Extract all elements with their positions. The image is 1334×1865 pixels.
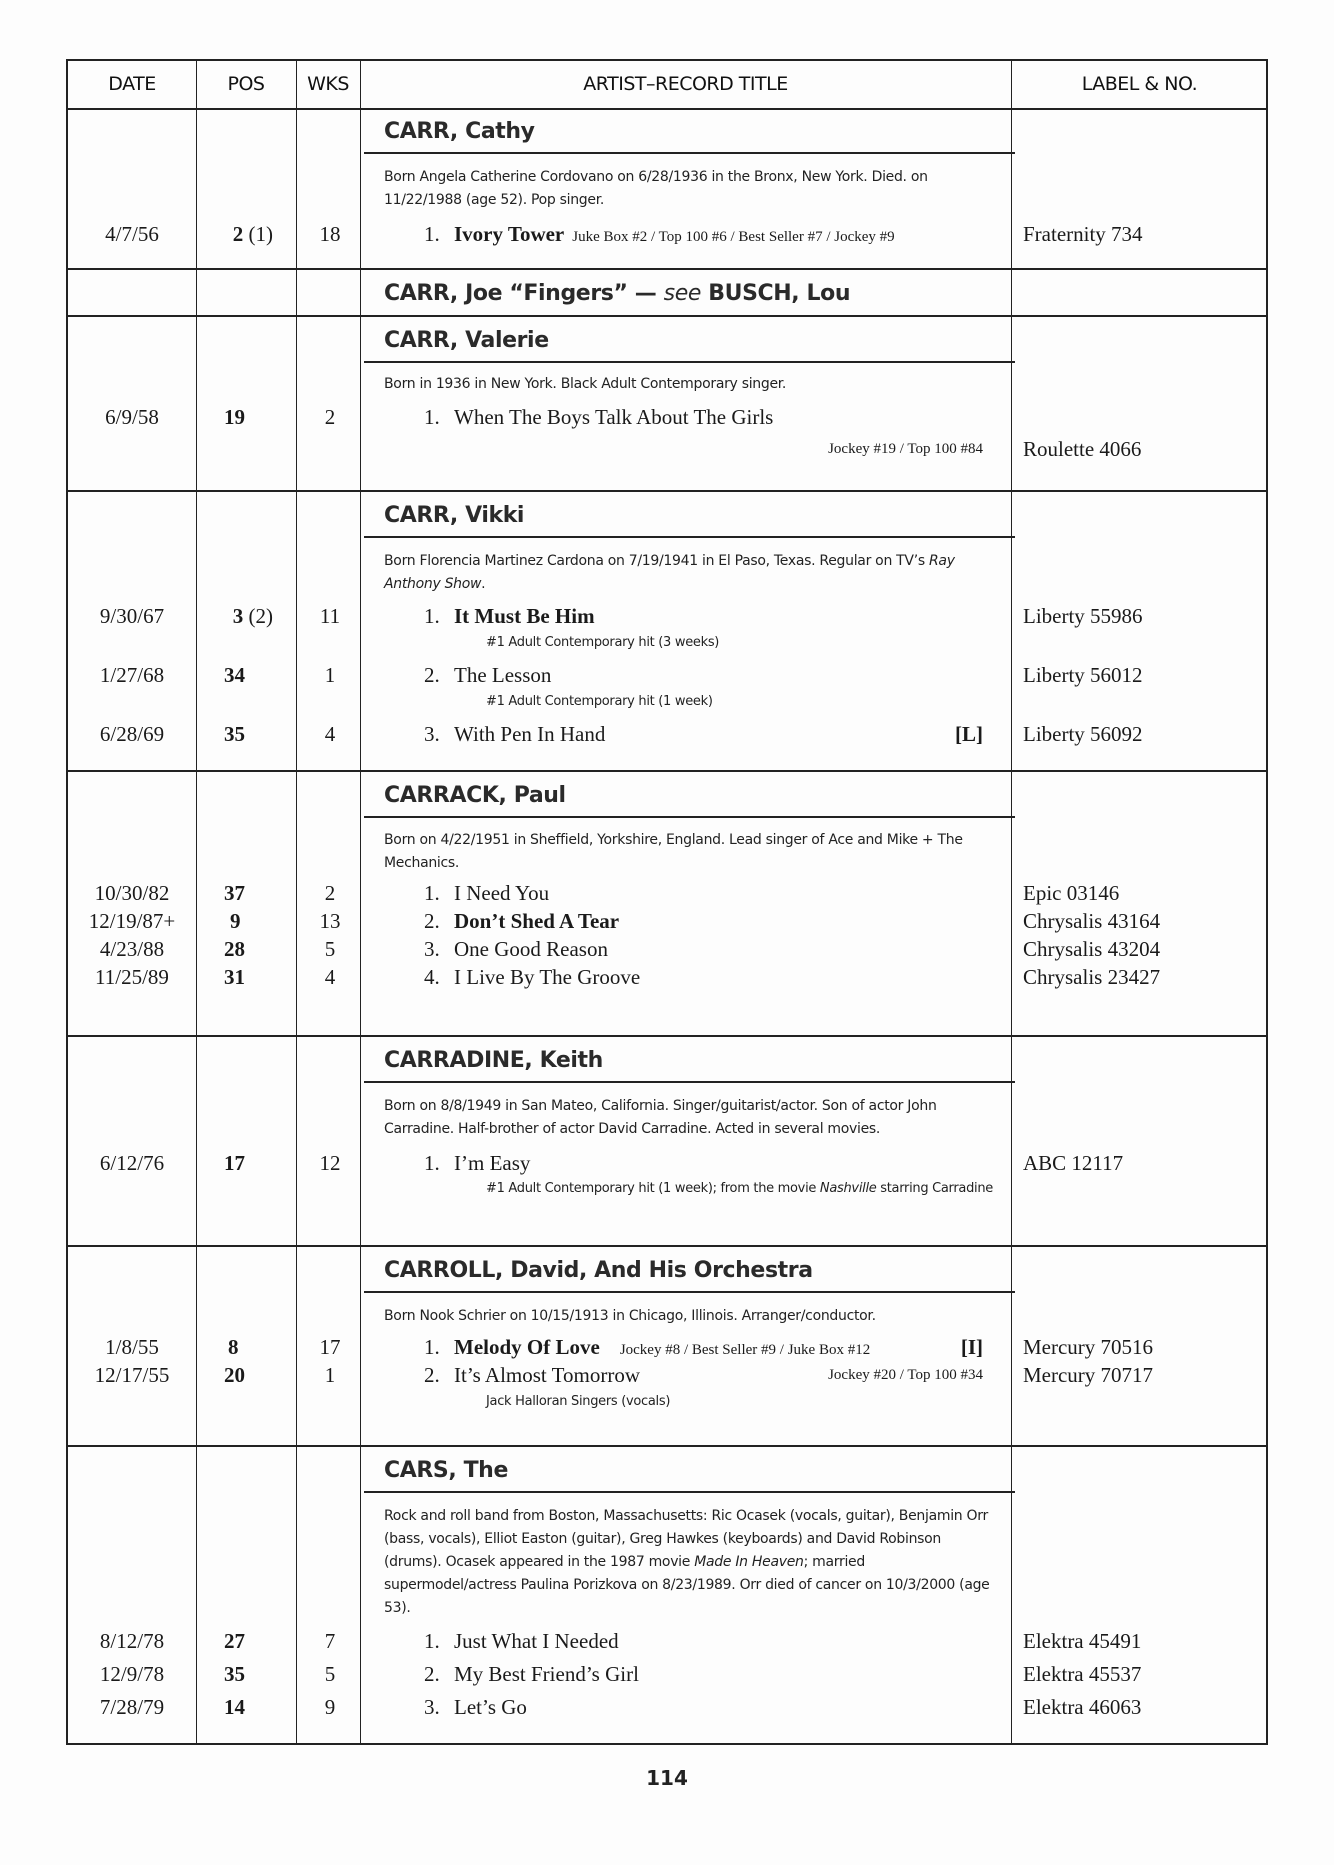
artist-section [68,108,1266,270]
see-target: BUSCH, Lou [708,281,851,306]
artist-section [68,772,1266,1037]
table-row [68,963,1266,991]
song-wks: 1 [324,663,336,687]
song-wks: 7 [324,1629,336,1653]
artist-name: CARROLL, David, And His Orchestra [364,1247,1015,1293]
table-row [68,935,1266,963]
song-wks: 11 [319,604,341,628]
song-pos: 19 [224,405,245,429]
table-row [68,879,1266,907]
live-flag: [L] [955,722,983,746]
song-date: 1/27/68 [99,663,165,687]
table-row [68,907,1266,935]
song-date: 10/30/82 [94,881,170,905]
song-pos: 9 [230,909,241,933]
header-wks: WKS [307,73,349,95]
song-title: 3. Let’s Go [424,1695,527,1719]
artist-section [68,1447,1266,1743]
artist-name: CARRADINE, Keith [364,1037,1015,1083]
header-label: LABEL & NO. [1081,73,1198,95]
table-row [68,403,1266,431]
table-row [68,661,1266,689]
artist-bio: Born Florencia Martinez Cardona on 7/19/1941 in El Paso, Texas. Regular on TV’s Ray Anthony Show. [384,553,955,592]
song-pos: 34 [224,663,245,687]
song-date: 6/9/58 [105,405,159,429]
song-label: Liberty 56012 [1023,663,1143,687]
chart-positions: Jockey #20 / Top 100 #34 [828,1367,983,1383]
artist-bio: Born Angela Catherine Cordovano on 6/28/1936 in the Bronx, New York. Died. on 11/22/1988 (age 52). Pop singer. [384,169,928,208]
song-wks: 12 [319,1151,341,1175]
artist-section [68,317,1266,492]
song-title: 3. One Good Reason [424,937,608,961]
artist-section [68,1247,1266,1447]
table-row [68,1693,1266,1721]
song-title: 1. Ivory Tower Juke Box #2 / Top 100 #6 / Best Seller #7 / Jockey #9 [424,222,895,246]
song-title: 2. My Best Friend’s Girl [424,1662,639,1686]
artist-name: CARR, Cathy [364,108,1015,154]
table-row [68,602,1266,630]
song-label: ABC 12117 [1023,1151,1124,1175]
song-pos: 27 [224,1629,245,1653]
song-label: Elektra 45491 [1023,1629,1142,1653]
song-title: 1. It Must Be Him [424,604,595,628]
artist-bio: Born on 8/8/1949 in San Mateo, California. Singer/guitarist/actor. Son of actor John Carradine. Half-brother of actor David Carradine. Acted in several movies. [384,1098,937,1137]
header-date: DATE [108,73,156,95]
chart-positions: Jockey #8 / Best Seller #9 / Juke Box #12 [619,1342,871,1358]
table-row [68,220,1266,248]
song-date: 6/12/76 [99,1151,165,1175]
chart-positions: Juke Box #2 / Top 100 #6 / Best Seller #7 / Jockey #9 [572,229,895,245]
artist-section [68,1037,1266,1247]
song-wks: 5 [324,1662,336,1686]
table-row [68,1333,1266,1361]
song-label: Mercury 70717 [1023,1363,1154,1387]
song-date: 6/28/69 [99,722,165,746]
song-date: 9/30/67 [99,604,165,628]
song-label: Chrysalis 43204 [1023,937,1161,961]
song-pos: 35 [224,722,245,746]
song-wks: 18 [319,222,341,246]
song-pos: 20 [224,1363,245,1387]
song-pos: 14 [224,1695,245,1719]
artist-section [68,270,1266,317]
table-row-continuation [68,435,1266,463]
song-wks: 4 [324,722,336,746]
song-title: 4. I Live By The Groove [424,965,641,989]
song-title: 1. I Need You [424,881,550,905]
song-label: Liberty 55986 [1023,604,1143,628]
song-date: 4/7/56 [105,222,159,246]
song-label: Liberty 56092 [1023,722,1143,746]
song-pos: 2 (1) [232,222,273,246]
song-label: Roulette 4066 [1023,437,1142,461]
song-date: 8/12/78 [99,1629,165,1653]
song-title: 1. Melody Of Love Jockey #8 / Best Seller #9 / Juke Box #12 [I] [424,1335,983,1359]
song-pos: 28 [224,937,245,961]
artist-name: CARR, Valerie [364,317,1015,363]
artist-bio: Born on 4/22/1951 in Sheffield, Yorkshire, England. Lead singer of Ace and Mike + The Mechanics. [384,832,963,871]
artist-name: CARRACK, Paul [364,772,1015,818]
song-label: Chrysalis 43164 [1023,909,1161,933]
chart-table [66,59,1268,1745]
song-label: Epic 03146 [1023,881,1120,905]
song-pos: 3 (2) [232,604,273,628]
table-row [68,720,1266,748]
song-title: 2. Don’t Shed A Tear [424,909,620,933]
song-label: Elektra 45537 [1023,1662,1142,1686]
song-pos: 37 [224,881,245,905]
see-reference: see [663,281,701,306]
song-label: Mercury 70516 [1023,1335,1154,1359]
song-title: 1. I’m Easy [424,1151,531,1175]
song-label: Chrysalis 23427 [1023,965,1161,989]
table-header [68,61,1266,110]
song-wks: 2 [324,881,336,905]
instrumental-flag: [I] [960,1335,983,1359]
artist-name: CARR, Joe “Fingers” — see BUSCH, Lou [384,281,851,306]
song-title: 1. Just What I Needed [424,1629,619,1653]
song-wks: 2 [324,405,336,429]
song-wks: 17 [319,1335,341,1359]
song-note: #1 Adult Contemporary hit (1 week); from the movie Nashville starring Carradine [486,1181,993,1196]
chart-positions: Jockey #19 / Top 100 #84 [828,441,983,457]
song-pos: 17 [224,1151,245,1175]
artist-name: CARR, Vikki [364,492,1015,538]
song-date: 1/8/55 [105,1335,159,1359]
song-wks: 5 [324,937,336,961]
song-wks: 9 [324,1695,336,1719]
artist-name: CARS, The [364,1447,1015,1493]
artist-bio: Born Nook Schrier on 10/15/1913 in Chicago, Illinois. Arranger/conductor. [384,1308,876,1324]
song-wks: 4 [324,965,336,989]
song-pos: 35 [224,1662,245,1686]
song-date: 11/25/89 [95,965,169,989]
song-title: 2. It’s Almost Tomorrow Jockey #20 / Top 100 #34 [424,1363,983,1387]
page-number: 114 [646,1766,688,1790]
song-pos: 8 [228,1335,239,1359]
artist-bio: Rock and roll band from Boston, Massachusetts: Ric Ocasek (vocals, guitar), Benjamin Orr (bass, vocals), Elliot Easton (guitar), Greg Hawkes (keyboards) and David Robinson (drums). Ocasek appeared in the 1987 movie Made In Heaven; married supermodel/actress Paulina Porizkova on 8/23/1989. Orr died of cancer on 10/3/2000 (age 53). [384,1508,990,1616]
song-note: #1 Adult Contemporary hit (3 weeks) [486,635,720,650]
song-pos: 31 [224,965,245,989]
song-label: Elektra 46063 [1023,1695,1142,1719]
artist-bio: Born in 1936 in New York. Black Adult Contemporary singer. [384,376,787,392]
table-row [68,1149,1266,1177]
table-row [68,1361,1266,1389]
song-label: Fraternity 734 [1023,222,1143,246]
song-title: 1. When The Boys Talk About The Girls [424,405,774,429]
song-title: 3. With Pen In Hand [L] [424,722,983,746]
header-title: ARTIST–RECORD TITLE [583,73,788,95]
song-date: 12/19/87+ [88,909,176,933]
artist-section [68,492,1266,772]
song-date: 4/23/88 [99,937,165,961]
song-note: #1 Adult Contemporary hit (1 week) [486,694,713,709]
table-row [68,1627,1266,1655]
header-pos: POS [227,73,265,95]
song-date: 12/17/55 [94,1363,170,1387]
song-note: Jack Halloran Singers (vocals) [486,1394,671,1409]
song-date: 7/28/79 [99,1695,165,1719]
song-wks: 13 [319,909,341,933]
table-row [68,1660,1266,1688]
song-title: 2. The Lesson [424,663,552,687]
song-wks: 1 [324,1363,336,1387]
song-date: 12/9/78 [99,1662,165,1686]
